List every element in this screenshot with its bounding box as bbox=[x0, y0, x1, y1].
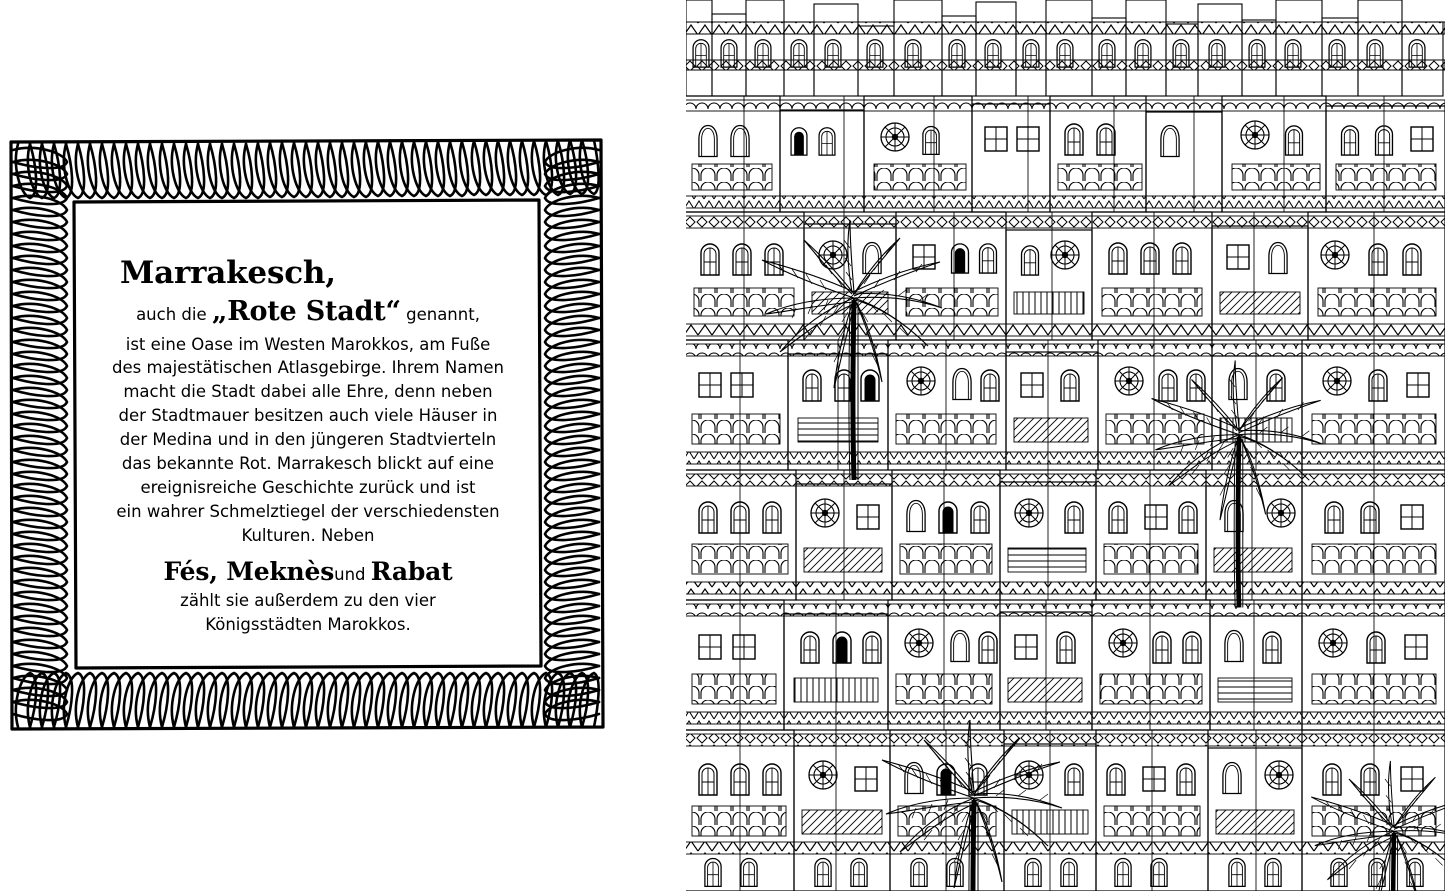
city-description-text bbox=[84, 256, 532, 637]
body-line: des majestätischen Atlasgebirge. Ihrem Namen bbox=[112, 358, 504, 378]
closing-line: Königsstädten Marokkos. bbox=[205, 614, 411, 634]
subtitle-line bbox=[84, 294, 532, 330]
cities-conjunction: und bbox=[334, 564, 366, 584]
cities-first: Fés, Meknès bbox=[163, 556, 335, 586]
body-line: macht die Stadt dabei alle Ehre, denn neben bbox=[123, 382, 493, 402]
subtitle-prefix: auch die bbox=[136, 305, 207, 325]
body-line: der Stadtmauer besitzen auch viele Häuser in bbox=[118, 406, 498, 426]
subtitle-quoted: „Rote Stadt“ bbox=[211, 296, 401, 328]
body-line: das bekannte Rot. Marrakesch blickt auf eine bbox=[121, 454, 495, 474]
medina-illustration bbox=[684, 0, 1445, 891]
subtitle-suffix: genannt, bbox=[406, 305, 480, 325]
body-line: ein wahrer Schmelztiegel der verschiedensten bbox=[116, 501, 500, 521]
page-gutter bbox=[684, 0, 686, 891]
body-line: ist eine Oase im Westen Marokkos, am Fuße bbox=[125, 334, 491, 354]
body-line: ereignisreiche Geschichte zurück und ist bbox=[140, 478, 476, 498]
cities-second: Rabat bbox=[370, 556, 453, 586]
body-line: Kulturen. Neben bbox=[241, 525, 375, 545]
page-title: Marrakesch, bbox=[120, 255, 336, 291]
royal-cities-line bbox=[84, 557, 532, 587]
closing-line: zählt sie außerdem zu den vier bbox=[180, 590, 436, 610]
left-text-page bbox=[0, 0, 684, 891]
hand-drawn-loop-border bbox=[6, 136, 606, 733]
body-line: der Medina und in den jüngeren Stadtvierteln bbox=[119, 430, 497, 450]
